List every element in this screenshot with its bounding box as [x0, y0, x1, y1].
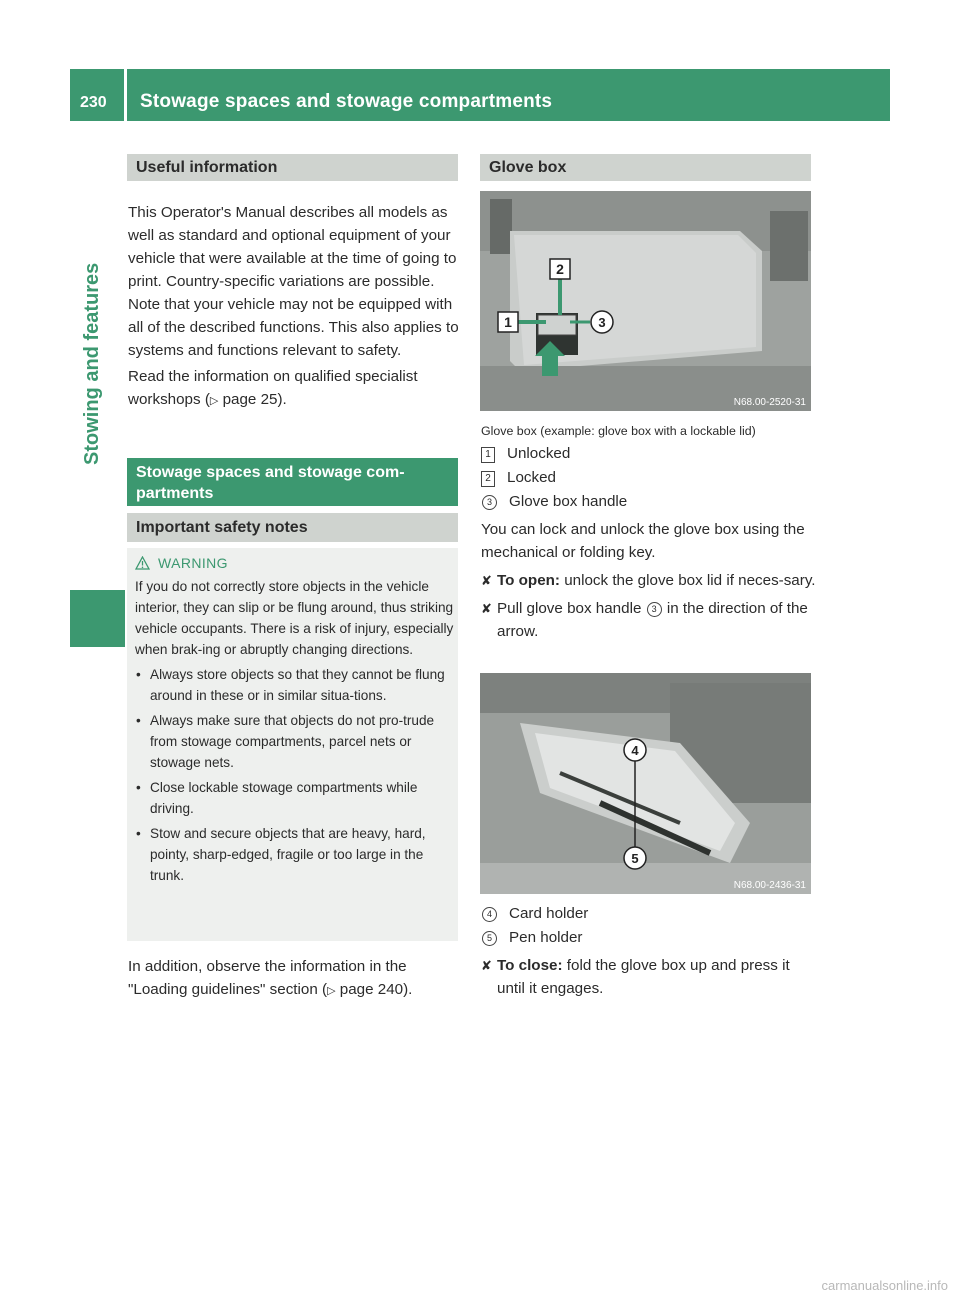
step-close-label: To close: [497, 957, 563, 974]
glove-box-open-figure [480, 673, 811, 894]
legend-text: Unlocked [507, 445, 571, 462]
figure2-code: N68.00-2436-31 [733, 880, 806, 891]
stowage-heading-line2: partments [136, 485, 214, 502]
figure2-legend [481, 902, 816, 1000]
list-item: • Close lockable stowage compartments while driving. [135, 777, 455, 819]
useful-information-body [128, 201, 460, 413]
instruction-arrow-icon: ✘ [481, 573, 492, 588]
legend-text: Locked [507, 469, 556, 486]
legend-key: 3 [482, 495, 497, 510]
step-close [481, 954, 816, 1000]
step-pull-text-a: Pull glove box handle [497, 600, 642, 617]
useful-information-heading-text: Useful information [136, 159, 278, 176]
chapter-tab-label: Stowing and features [81, 262, 103, 465]
figure-label-5: 5 [631, 851, 639, 866]
page-ref-25[interactable]: page 25). [222, 391, 287, 408]
step-open [481, 569, 816, 592]
warning-text: If you do not correctly store objects in the vehicle interior, they can slip or be flung around, thus striking vehicle occupants. There is a risk of injury, especially when brak-ing or abruptly changing directions. [135, 579, 454, 657]
list-item: • Stow and secure objects that are heavy, hard, pointy, sharp-edged, fragile or too large in the trunk. [135, 823, 455, 886]
useful-information-heading [127, 154, 458, 181]
useful-paragraph-2-text: Read the information on qualified specialist workshops ( [128, 368, 418, 408]
figure-label-1: 1 [504, 314, 512, 330]
safety-notes-heading [127, 513, 458, 542]
warning-title: WARNING [158, 555, 228, 571]
legend-item [481, 466, 816, 489]
useful-paragraph-1: This Operator's Manual describes all models as well as standard and optional equipment of your vehicle that were available at the time of going to print. Country-specific variations are possible. Note that your vehicle may not be equipped with all of the described functions. This also applies to systems and functions relevant to safety. [128, 204, 459, 359]
legend-item [481, 902, 816, 925]
figure-label-2: 2 [556, 261, 564, 277]
figure-label-4: 4 [631, 743, 639, 758]
figure-label-3: 3 [598, 315, 606, 330]
page-ref-240[interactable]: page 240). [339, 981, 413, 998]
header-divider [124, 69, 127, 121]
warning-bullet-list [135, 664, 455, 886]
step-pull-ref: 3 [647, 602, 662, 617]
chapter-tab-block [70, 590, 125, 647]
watermark: carmanualsonline.info [821, 1278, 948, 1293]
figure1-code: N68.00-2520-31 [733, 397, 806, 408]
step-pull-text-b: in the direction of the arrow. [497, 600, 808, 640]
legend-text: Pen holder [509, 929, 583, 946]
page-ref-arrow-icon: ▷ [209, 395, 219, 407]
glove-box-lock-illustration [480, 191, 811, 411]
safety-notes-heading-text: Important safety notes [136, 519, 308, 536]
glove-box-heading [480, 154, 811, 181]
stowage-section-heading [127, 458, 458, 506]
legend-key: 4 [482, 907, 497, 922]
stowage-heading-line1: Stowage spaces and stowage com- [136, 464, 405, 481]
instruction-arrow-icon: ✘ [481, 958, 492, 973]
list-item: • Always store objects so that they cannot be flung around in these or in similar situa-tions. [135, 664, 455, 706]
legend-item [481, 926, 816, 949]
legend-key: 5 [482, 931, 497, 946]
figure1-caption: Glove box (example: glove box with a lockable lid) [481, 424, 756, 438]
glove-box-lock-figure [480, 191, 811, 411]
step-open-label: To open: [497, 572, 560, 589]
page-title: Stowage spaces and stowage compartments [140, 91, 553, 112]
glove-box-paragraph: You can lock and unlock the glove box using the mechanical or folding key. [481, 521, 805, 561]
legend-key: 2 [481, 471, 495, 487]
loading-guidelines-paragraph [128, 955, 460, 1003]
step-open-text: unlock the glove box lid if neces-sary. [564, 572, 816, 589]
step-close-text: fold the glove box up and press it until it engages. [497, 957, 790, 997]
instruction-arrow-icon: ✘ [481, 601, 492, 616]
glove-box-heading-text: Glove box [489, 159, 567, 176]
glove-box-open-illustration [480, 673, 811, 894]
closing-text: In addition, observe the information in the "Loading guidelines" section ( [128, 958, 407, 998]
page-number: 230 [80, 94, 107, 111]
legend-item [481, 442, 816, 465]
page-ref-arrow-icon: ▷ [327, 985, 336, 997]
list-item: • Always make sure that objects do not pro-trude from stowage compartments, parcel nets or stowage nets. [135, 710, 455, 773]
legend-text: Glove box handle [509, 493, 628, 510]
legend-key: 1 [481, 447, 495, 463]
legend-item [481, 490, 816, 513]
legend-text: Card holder [509, 905, 589, 922]
figure1-legend [481, 442, 816, 643]
step-pull [481, 597, 816, 643]
warning-content [135, 553, 455, 886]
warning-triangle-icon [135, 556, 150, 570]
useful-paragraph-2 [128, 365, 460, 413]
